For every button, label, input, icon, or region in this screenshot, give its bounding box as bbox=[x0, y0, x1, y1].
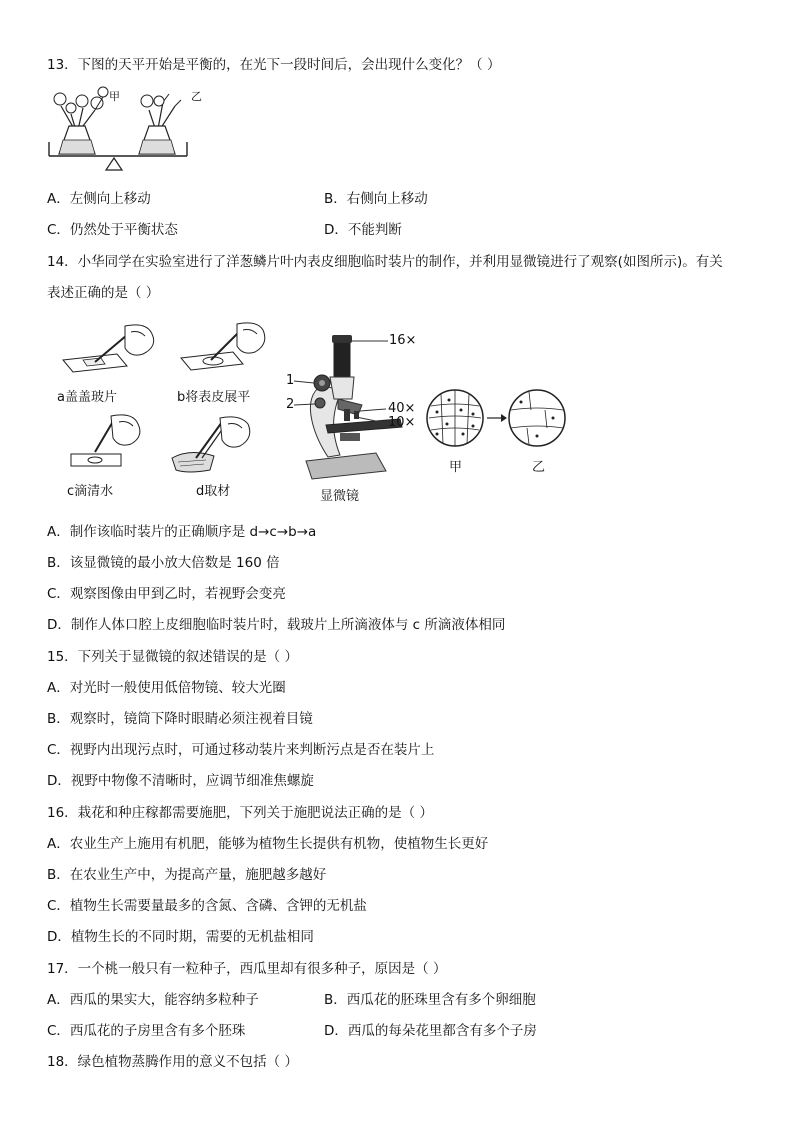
q15-option-c: C．视野内出现污点时，可通过移动装片来判断污点是否在装片上 bbox=[47, 742, 435, 758]
step-b-caption: b将表皮展平 bbox=[177, 390, 251, 405]
view-yi-label: 乙 bbox=[532, 460, 546, 475]
q13-option-a: A．左侧向上移动 bbox=[47, 191, 151, 207]
step-c-caption: c滴清水 bbox=[67, 484, 114, 499]
q14-stem-line2: 表述正确的是（ ） bbox=[47, 285, 160, 301]
q16-stem: 16．栽花和种庄稼都需要施肥，下列关于施肥说法正确的是（ ） bbox=[47, 805, 433, 821]
step-c-figure bbox=[65, 412, 160, 502]
q13-stem: 13．下图的天平开始是平衡的，在光下一段时间后，会出现什么变化？（ ） bbox=[47, 57, 501, 73]
objective-40-label: 40× bbox=[388, 401, 416, 416]
q13-option-b: B．右侧向上移动 bbox=[324, 191, 428, 207]
q17-option-d: D．西瓜的每朵花里都含有多个子房 bbox=[324, 1023, 537, 1039]
knob-1-label: 1 bbox=[286, 373, 295, 388]
field-of-view-figure bbox=[425, 388, 570, 478]
step-a-caption: a盖盖玻片 bbox=[57, 390, 117, 405]
q15-option-b: B．观察时，镜筒下降时眼睛必须注视着目镜 bbox=[47, 711, 313, 727]
q14-option-a: A．制作该临时装片的正确顺序是 d→c→b→a bbox=[47, 524, 317, 540]
step-a-figure bbox=[55, 318, 165, 408]
view-jia-label: 甲 bbox=[449, 460, 463, 475]
q16-option-b: B．在农业生产中，为提高产量，施肥越多越好 bbox=[47, 867, 327, 883]
q16-option-d: D．植物生长的不同时期，需要的无机盐相同 bbox=[47, 929, 314, 945]
q18-stem: 18．绿色植物蒸腾作用的意义不包括（ ） bbox=[47, 1054, 298, 1070]
q16-option-c: C．植物生长需要量最多的含氮、含磷、含钾的无机盐 bbox=[47, 898, 367, 914]
q14-option-c: C．观察图像由甲到乙时，若视野会变亮 bbox=[47, 586, 286, 602]
q14-stem-line1: 14．小华同学在实验室进行了洋葱鳞片叶内表皮细胞临时装片的制作，并利用显微镜进行了观察(如图所示)。有关 bbox=[47, 254, 723, 270]
step-d-caption: d取材 bbox=[196, 484, 231, 499]
q15-option-a: A．对光时一般使用低倍物镜、较大光圈 bbox=[47, 680, 286, 696]
microscope-caption: 显微镜 bbox=[320, 489, 360, 504]
objective-10-label: 10× bbox=[388, 415, 416, 430]
q17-option-a: A．西瓜的果实大，能容纳多粒种子 bbox=[47, 992, 259, 1008]
step-b-figure bbox=[175, 318, 270, 408]
q15-stem: 15．下列关于显微镜的叙述错误的是（ ） bbox=[47, 649, 298, 665]
eyepiece-label: 16× bbox=[389, 333, 417, 348]
q13-option-c: C．仍然处于平衡状态 bbox=[47, 222, 178, 238]
q14-option-d: D．制作人体口腔上皮细胞临时装片时，载玻片上所滴液体与 c 所滴液体相同 bbox=[47, 617, 506, 633]
step-d-figure bbox=[170, 412, 270, 502]
q17-option-b: B．西瓜花的胚珠里含有多个卵细胞 bbox=[324, 992, 536, 1008]
q14-option-b: B．该显微镜的最小放大倍数是 160 倍 bbox=[47, 555, 280, 571]
q17-option-c: C．西瓜花的子房里含有多个胚珠 bbox=[47, 1023, 246, 1039]
balance-figure bbox=[47, 84, 207, 176]
label-jia: 甲 bbox=[109, 90, 120, 103]
q17-stem: 17．一个桃一般只有一粒种子，西瓜里却有很多种子，原因是（ ） bbox=[47, 961, 447, 977]
knob-2-label: 2 bbox=[286, 397, 295, 412]
q15-option-d: D．视野中物像不清晰时，应调节细准焦螺旋 bbox=[47, 773, 314, 789]
label-yi: 乙 bbox=[191, 90, 202, 103]
q13-option-d: D．不能判断 bbox=[324, 222, 402, 238]
microscope-figure bbox=[282, 325, 422, 505]
q16-option-a: A．农业生产上施用有机肥，能够为植物生长提供有机物，使植物生长更好 bbox=[47, 836, 489, 852]
